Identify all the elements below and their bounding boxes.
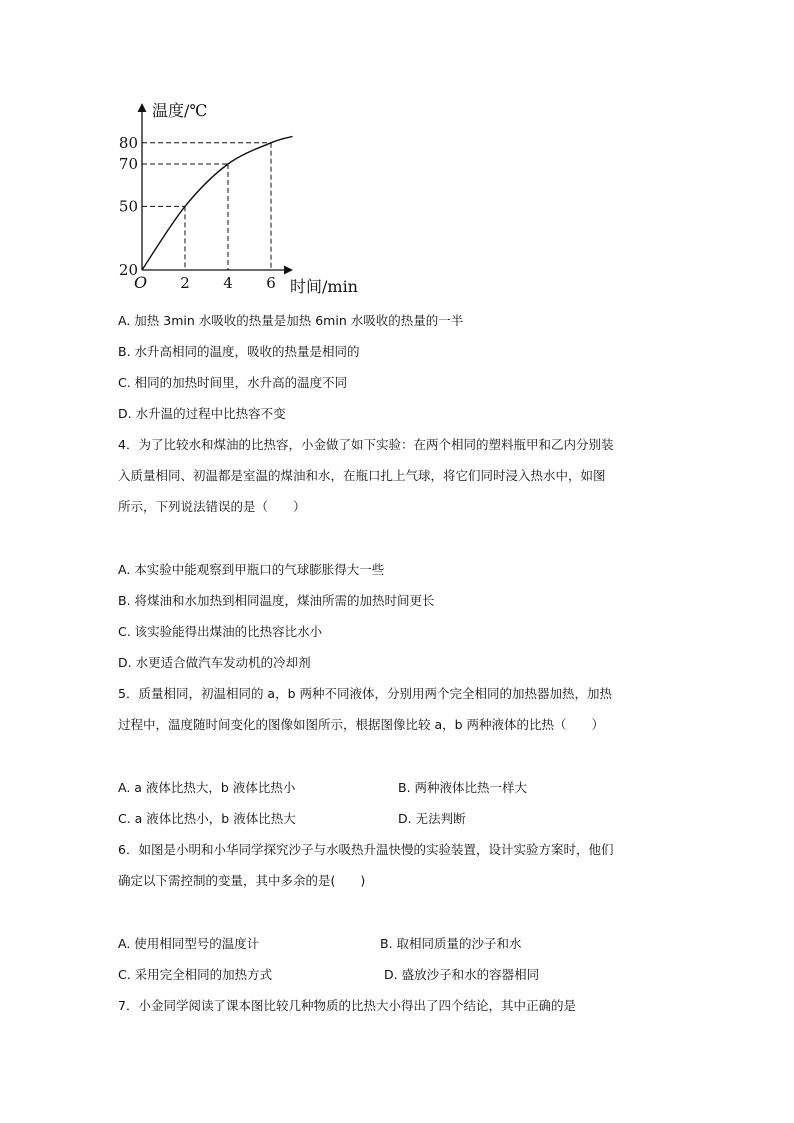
q4-stem-line-2: 入质量相同、初温都是室温的煤油和水，在瓶口扎上气球，将它们同时浸入热水中，如图 bbox=[118, 468, 606, 483]
chart-svg bbox=[116, 98, 366, 298]
x-axis-label: 时间/min bbox=[290, 277, 358, 296]
q7-stem-line-1: 7．小金同学阅读了课本图比较几种物质的比热大小得出了四个结论，其中正确的是 bbox=[118, 998, 576, 1013]
q5-stem-line-1: 5．质量相同，初温相同的 a，b 两种不同液体，分别用两个完全相同的加热器加热，加热 bbox=[118, 686, 612, 701]
y-tick-labels bbox=[119, 134, 138, 279]
q5-stem-line-2: 过程中，温度随时间变化的图像如图所示，根据图像比较 a，b 两种液体的比热（ ） bbox=[118, 717, 605, 732]
q6-stem-line-2: 确定以下需控制的变量，其中多余的是( ) bbox=[118, 873, 366, 888]
temperature-time-graph bbox=[116, 98, 366, 298]
temperature-curve bbox=[142, 136, 293, 270]
x-tick-label: 6 bbox=[266, 274, 276, 292]
q4-option-d[interactable]: D. 水更适合做汽车发动机的冷却剂 bbox=[118, 655, 311, 670]
q5-option-d[interactable]: D. 无法判断 bbox=[398, 811, 466, 826]
q3-option-a[interactable]: A. 加热 3min 水吸收的热量是加热 6min 水吸收的热量的一半 bbox=[118, 313, 464, 328]
q6-option-d[interactable]: D. 盛放沙子和水的容器相同 bbox=[384, 967, 540, 982]
x-tick-label: 2 bbox=[180, 274, 190, 292]
q3-option-d[interactable]: D. 水升温的过程中比热容不变 bbox=[118, 406, 286, 421]
q5-option-a[interactable]: A. a 液体比热大，b 液体比热小 bbox=[118, 780, 296, 795]
x-tick-label: 4 bbox=[223, 274, 233, 292]
y-tick-label: 70 bbox=[118, 155, 138, 173]
q3-option-c[interactable]: C. 相同的加热时间里，水升高的温度不同 bbox=[118, 375, 348, 390]
q6-option-b[interactable]: B. 取相同质量的沙子和水 bbox=[380, 936, 522, 951]
q3-option-b[interactable]: B. 水升高相同的温度，吸收的热量是相同的 bbox=[118, 344, 360, 359]
q5-option-b[interactable]: B. 两种液体比热一样大 bbox=[398, 780, 528, 795]
q6-option-a[interactable]: A. 使用相同型号的温度计 bbox=[118, 936, 260, 951]
q4-stem-line-1: 4．为了比较水和煤油的比热容，小金做了如下实验：在两个相同的塑料瓶甲和乙内分别装 bbox=[118, 437, 614, 452]
q6-stem-line-1: 6．如图是小明和小华同学探究沙子与水吸热升温快慢的实验装置，设计实验方案时，他们 bbox=[118, 842, 614, 857]
y-tick-label: 80 bbox=[118, 133, 138, 152]
q4-option-a[interactable]: A. 本实验中能观察到甲瓶口的气球膨胀得大一些 bbox=[118, 562, 385, 577]
q4-option-b[interactable]: B. 将煤油和水加热到相同温度，煤油所需的加热时间更长 bbox=[118, 593, 435, 608]
x-tick-labels bbox=[180, 274, 276, 292]
q4-stem-line-3: 所示，下列说法错误的是（ ） bbox=[118, 499, 306, 514]
q4-option-c[interactable]: C. 该实验能得出煤油的比热容比水小 bbox=[118, 624, 323, 639]
q5-option-c[interactable]: C. a 液体比热小，b 液体比热大 bbox=[118, 811, 296, 826]
q6-option-c[interactable]: C. 采用完全相同的加热方式 bbox=[118, 967, 273, 982]
origin-label: O bbox=[134, 273, 148, 292]
y-tick-label: 20 bbox=[118, 261, 138, 279]
y-tick-label: 50 bbox=[118, 197, 138, 216]
guide-lines bbox=[142, 143, 271, 270]
y-axis-label: 温度/℃ bbox=[152, 101, 208, 120]
